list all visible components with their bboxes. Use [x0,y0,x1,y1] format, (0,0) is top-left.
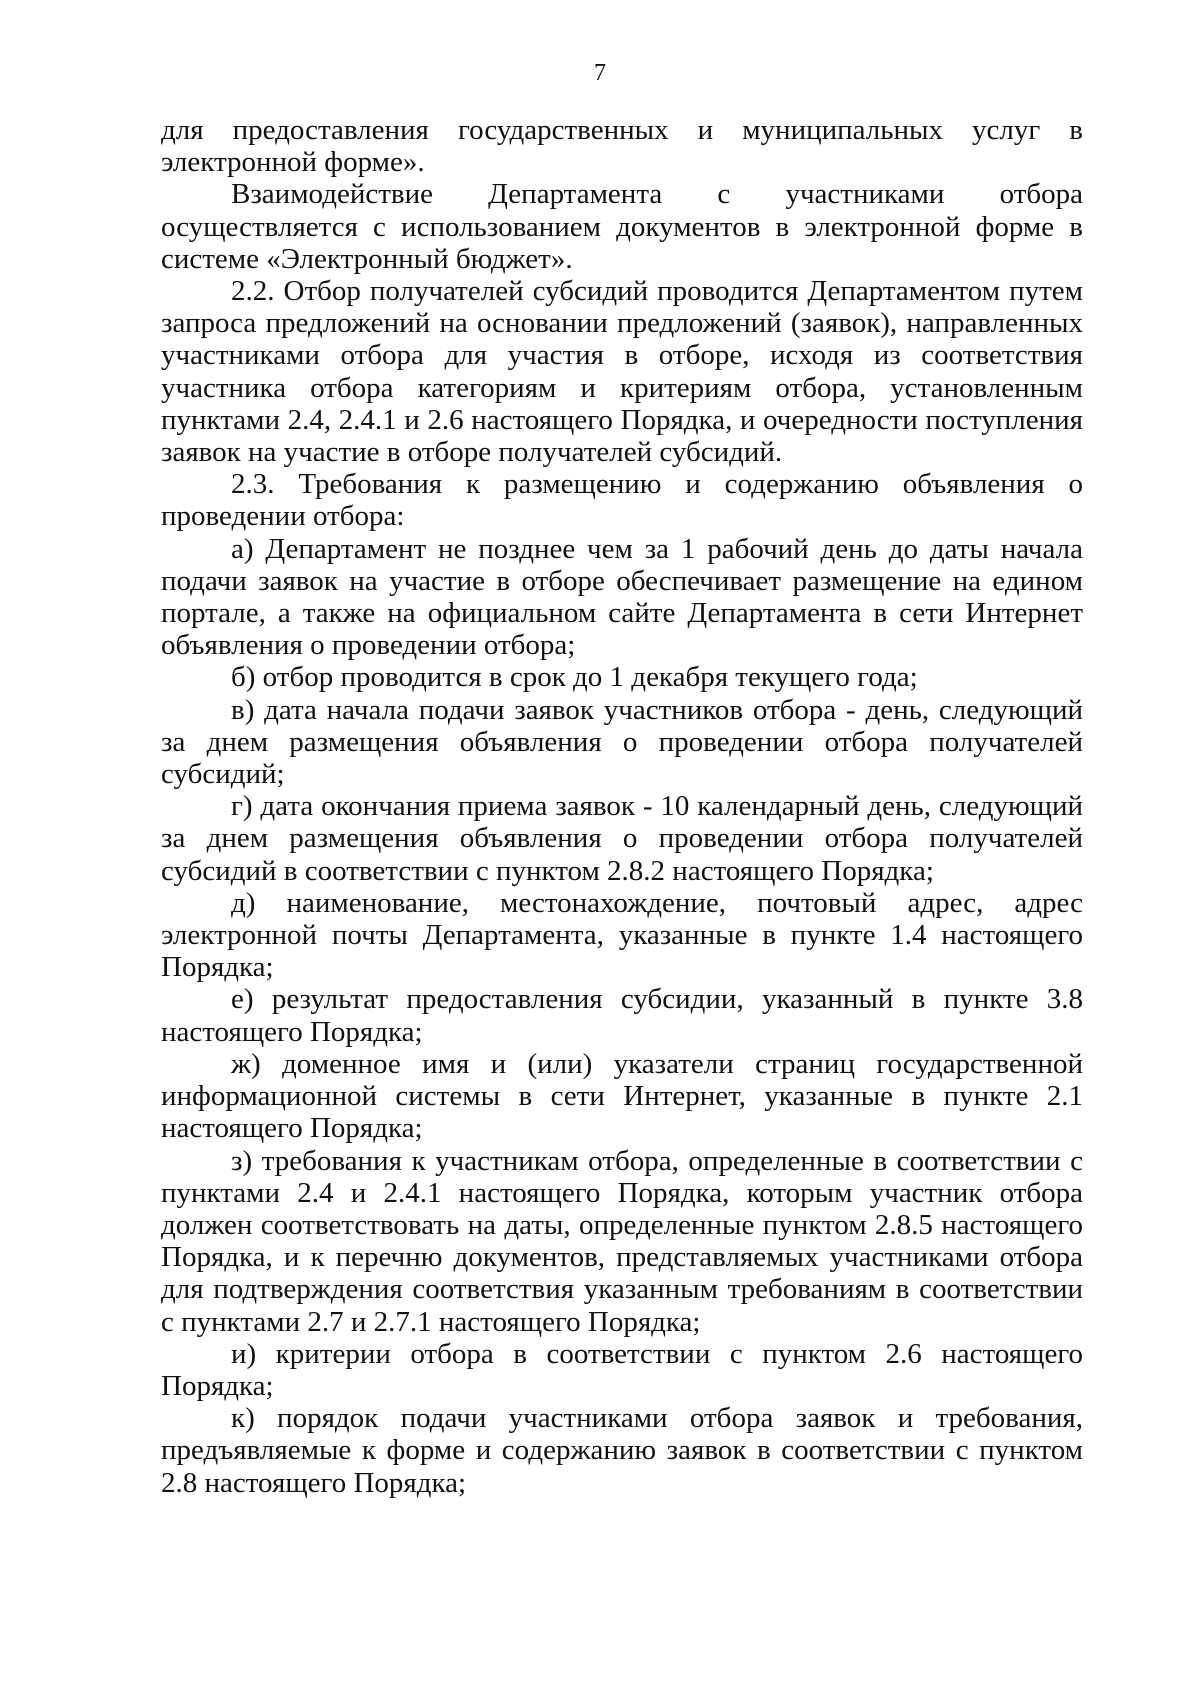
paragraph: г) дата окончания приема заявок - 10 календарный день, следующий за днем размещения объявления о проведении отбора получателей субсидий в соответствии с пунктом 2.8.2 настоящего Порядка; [161,790,1083,887]
paragraph: е) результат предоставления субсидии, указанный в пункте 3.8 настоящего Порядка; [161,983,1083,1048]
paragraph: ж) доменное имя и (или) указатели страниц государственной информационной системы в сети Интернет, указанные в пункте 2.1 настоящего Порядка; [161,1047,1083,1145]
paragraph: б) отбор проводится в срок до 1 декабря текущего года; [231,661,918,694]
paragraph: к) порядок подачи участниками отбора заявок и требования, предъявляемые к форме и содержанию заявок в соответствии с пунктом 2.8 настоящего Порядка; [161,1402,1083,1499]
paragraph: Взаимодействие Департамента с участниками отбора осуществляется с использованием документов в электронной форме в системе «Электронный бюджет». [161,178,1083,275]
paragraph: 2.3. Требования к размещению и содержанию объявления о проведении отбора: [161,468,1083,533]
paragraph: а) Департамент не позднее чем за 1 рабочий день до даты начала подачи заявок на участие в отборе обеспечивает размещение на едином портале, а также на официальном сайте Департамента в сети Интернет объявления о проведении отбора; [161,532,1083,662]
paragraph: з) требования к участникам отбора, определенные в соответствии с пунктами 2.4 и 2.4.1 настоящего Порядка, которым участник отбора должен соответствовать на даты, определенные пунктом 2.8.5 настоящего Порядка, и к перечню документов, представляемых участниками отбора для подтверждения соответствия указанным требованиям в соответствии с пунктами 2.7 и 2.7.1 настоящего Порядка; [161,1144,1083,1338]
page-number: 7 [594,60,606,86]
paragraph: д) наименование, местонахождение, почтовый адрес, адрес электронной почты Департамента, указанные в пункте 1.4 настоящего Порядка; [161,886,1083,984]
document-body [161,114,1083,1499]
paragraph: для предоставления государственных и муниципальных услуг в электронной форме». [161,114,1083,179]
paragraph: 2.2. Отбор получателей субсидий проводится Департаментом путем запроса предложений на основании предложений (заявок), направленных участниками отбора для участия в отборе, исходя из соответствия участника отбора категориям и критериям отбора, установленным пунктами 2.4, 2.4.1 и 2.6 настоящего Порядка, и очередности поступления заявок на участие в отборе получателей субсидий. [161,275,1083,469]
paragraph: в) дата начала подачи заявок участников отбора - день, следующий за днем размещения объявления о проведении отбора получателей субсидий; [161,693,1083,791]
paragraph: и) критерии отбора в соответствии с пунктом 2.6 настоящего Порядка; [161,1337,1083,1402]
